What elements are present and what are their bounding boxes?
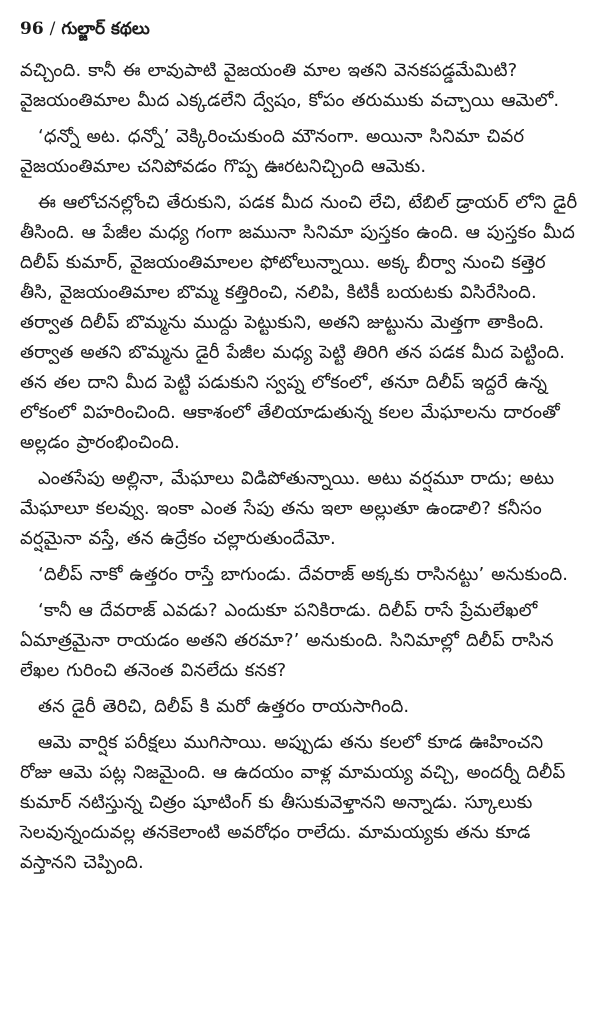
page-body <box>20 56 580 878</box>
header-separator: / <box>49 19 56 39</box>
paragraph-6: ‘కానీ ఆ దేవరాజ్ ఎవడు? ఎందుకూ పనికిరాడు. దిలీప్ రాసే ప్రేమలేఖలో ఏమాత్రమైనా రాయడం అతని తరమా?’ అనుకుంది. సినిమాల్లో దిలీప్ రాసిన లేఖల గురించి తనెంత వినలేదు కనక? <box>20 600 554 681</box>
paragraph-1: వచ్చింది. కానీ ఈ లావుపాటి వైజయంతి మాల ఇతని వెనకపడ్డమేమిటి? వైజయంతిమాల మీద ఎక్కడలేని ద్వేషం, కోపం తరుముకు వచ్చాయి ఆమెలో. <box>20 60 560 111</box>
book-title: గుల్జార్ కథలు <box>61 19 150 39</box>
paragraph-7: తన డైరీ తెరిచి, దిలీప్ కి మరో ఉత్తరం రాయసాగింది. <box>38 696 410 717</box>
paragraph-5: ‘దిలీప్ నాకో ఉత్తరం రాస్తే బాగుండు. దేవరాజ్ అక్కకు రాసినట్టు’ అనుకుంది. <box>38 564 569 585</box>
paragraph-4: ఎంతసేపు అల్లినా, మేఘాలు విడిపోతున్నాయి. అటు వర్షమూ రాదు; అటు మేఘాలూ కలవ్వు. ఇంకా ఎంత సేపు తను ఇలా అల్లుతూ ఉండాలి? కనీసం వర్షమైనా వస్తే, తన ఉద్రేకం చల్లారుతుందేమో. <box>20 468 555 549</box>
paragraph-3: ఈ ఆలోచనల్లోంచి తేరుకుని, పడక మీద నుంచి లేచి, టేబిల్ డ్రాయర్ లోని డైరీ తీసింది. ఆ పేజీల మధ్య గంగా జమునా సినిమా పుస్తకం ఉంది. ఆ పుస్తకం మీద దిలీప్ కుమార్, వైజయంతిమాలల ఫోటోలున్నాయి. అక్క బీర్వా నుంచి కత్తెర తీసి, వైజయంతిమాల బొమ్మ కత్తిరించి, నలిపి, కిటికీ బయటకు విసిరేసింది. తర్వాత దిలీప్ బొమ్మను ముద్దు పెట్టుకుని, అతని జుట్టును మెత్తగా తాకింది. తర్వాత అతని బొమ్మను డైరీ పేజీల మధ్య పెట్టి తిరిగి తన పడక మీద పెట్టింది. తన తల దాని మీద పెట్టి పడుకుని స్వప్న లోకంలో, తనూ దిలీప్ ఇద్దరే ఉన్న లోకంలో విహరించింది. ఆకాశంలో తేలియాడుతున్న కలల మేఘాలను దారంతో అల్లడం ప్రారంభించింది. <box>20 192 578 453</box>
paragraph-8: ఆమె వార్షిక పరీక్షలు ముగిసాయి. అప్పుడు తను కలలో కూడ ఊహించని రోజు ఆమె పట్ల నిజమైంది. ఆ ఉదయం వాళ్ల మామయ్య వచ్చి, అందర్నీ దిలీప్ కుమార్ నటిస్తున్న చిత్రం షూటింగ్ కు తీసుకువెళ్తానని అన్నాడు. స్కూలుకు సెలవున్నందువల్ల తనకెలాంటి అవరోధం రాలేదు. మామయ్యకు తను కూడ వస్తానని చెప్పింది. <box>20 732 566 873</box>
page-number: 96 <box>20 19 44 39</box>
running-header <box>20 18 580 40</box>
paragraph-2: ‘ధన్నో అట. ధన్నో’ వెక్కిరించుకుంది మౌనంగా. అయినా సినిమా చివర వైజయంతిమాల చనిపోవడం గొప్ప ఊరటనిచ్చింది ఆమెకు. <box>20 126 525 177</box>
